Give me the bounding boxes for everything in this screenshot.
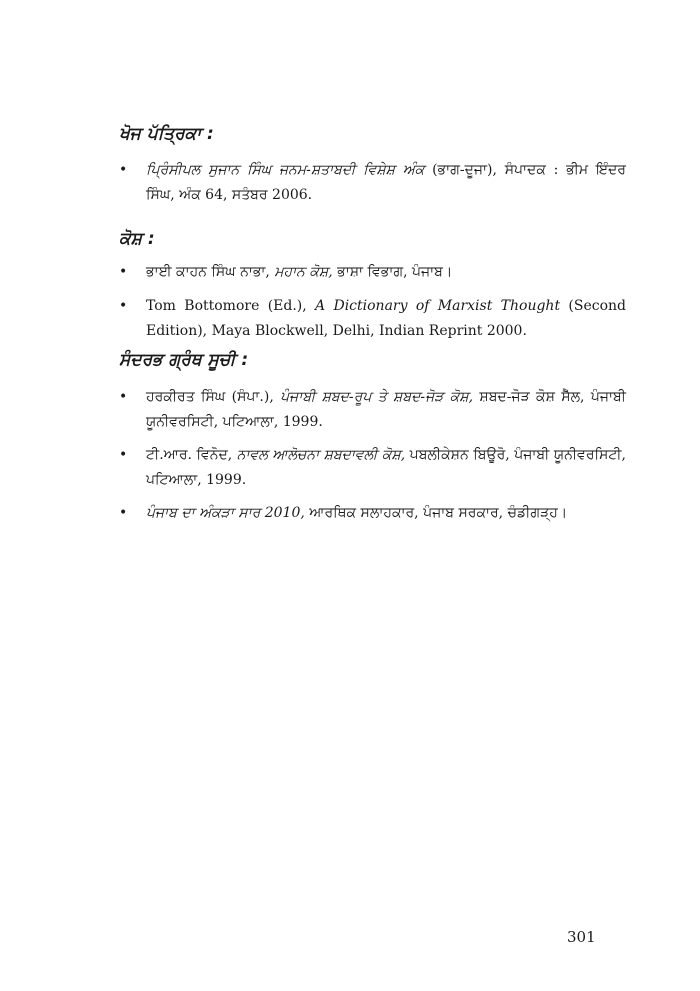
list-item: [119, 443, 626, 493]
item-details: (ਭਾਗ-ਦੂਜਾ), ਸੰਪਾਦਕ : ਭੀਮ ਇੰਦਰ ਸਿੰਘ, ਅੰਕ 64, ਸਤੰਬਰ 2006.: [146, 162, 626, 203]
item-text: [146, 443, 626, 493]
item-author: ਟੀ.ਆਰ. ਵਿਨੋਦ,: [146, 447, 237, 463]
item-text: [146, 294, 626, 344]
item-title: ਨਾਵਲ ਆਲੋਚਨਾ ਸ਼ਬਦਾਵਲੀ ਕੋਸ਼,: [236, 447, 406, 463]
section-research-journal: [119, 123, 626, 203]
bullet: •: [119, 389, 128, 405]
item-title: ਪੰਜਾਬ ਦਾ ਅੰਕੜਾ ਸਾਰ 2010,: [146, 505, 305, 521]
list-item: [119, 501, 626, 526]
section-heading: ਸੰਦਰਭ ਗ੍ਰੰਥ ਸੂਚੀ :: [119, 350, 249, 370]
item-details: ਪਬਲੀਕੇਸ਼ਨ ਬਿਊਰੋ, ਪੰਜਾਬੀ ਯੂਨੀਵਰਸਿਟੀ, ਪਟਿਆਲਾ, 1999.: [146, 447, 626, 488]
item-text: [146, 260, 626, 285]
item-text: [146, 158, 626, 208]
item-details: ਸ਼ਬਦ-ਜੋੜ ਕੋਸ਼ ਸੈੱਲ, ਪੰਜਾਬੀ ਯੂਨੀਵਰਸਿਟੀ, ਪਟਿਆਲਾ, 1999.: [146, 389, 626, 430]
bullet: •: [119, 298, 128, 314]
item-title: ਪੰਜਾਬੀ ਸ਼ਬਦ-ਰੂਪ ਤੇ ਸ਼ਬਦ-ਜੋੜ ਕੋਸ਼,: [280, 389, 474, 405]
item-author: ਹਰਕੀਰਤ ਸਿੰਘ (ਸੰਪਾ.),: [146, 389, 281, 405]
list-item: [119, 294, 626, 344]
item-title: ਮਹਾਨ ਕੋਸ਼,: [274, 264, 333, 280]
list-item: [119, 260, 626, 285]
section-heading: ਕੋਸ਼ :: [119, 229, 155, 249]
section-bibliography: [119, 349, 626, 521]
item-author: ਭਾਈ ਕਾਹਨ ਸਿੰਘ ਨਾਭਾ,: [146, 264, 275, 280]
item-author: Tom Bottomore (Ed.),: [146, 298, 316, 314]
section-heading: ਖੋਜ ਪੱਤ੍ਰਿਕਾ :: [119, 124, 214, 144]
section-dictionaries: [119, 228, 626, 339]
page-number: 301: [567, 928, 596, 946]
bullet: •: [119, 162, 128, 178]
item-details: ਭਾਸ਼ਾ ਵਿਭਾਗ, ਪੰਜਾਬ।: [332, 264, 453, 280]
list-item: [119, 158, 626, 208]
item-text: [146, 501, 626, 526]
item-title: A Dictionary of Marxist Thought: [315, 298, 561, 314]
item-details: (Second Edition), Maya Blockwell, Delhi, Indian Reprint 2000.: [146, 298, 626, 339]
bullet: •: [119, 447, 128, 463]
bullet: •: [119, 264, 128, 280]
item-title: ਪ੍ਰਿੰਸੀਪਲ ਸੁਜਾਨ ਸਿੰਘ ਜਨਮ-ਸ਼ਤਾਬਦੀ ਵਿਸ਼ੇਸ਼ ਅੰਕ: [146, 162, 425, 178]
item-text: [146, 385, 626, 435]
item-details: ਆਰਥਿਕ ਸਲਾਹਕਾਰ, ਪੰਜਾਬ ਸਰਕਾਰ, ਚੰਡੀਗੜ੍ਹ।: [304, 505, 568, 521]
bullet: •: [119, 505, 128, 521]
list-item: [119, 385, 626, 435]
